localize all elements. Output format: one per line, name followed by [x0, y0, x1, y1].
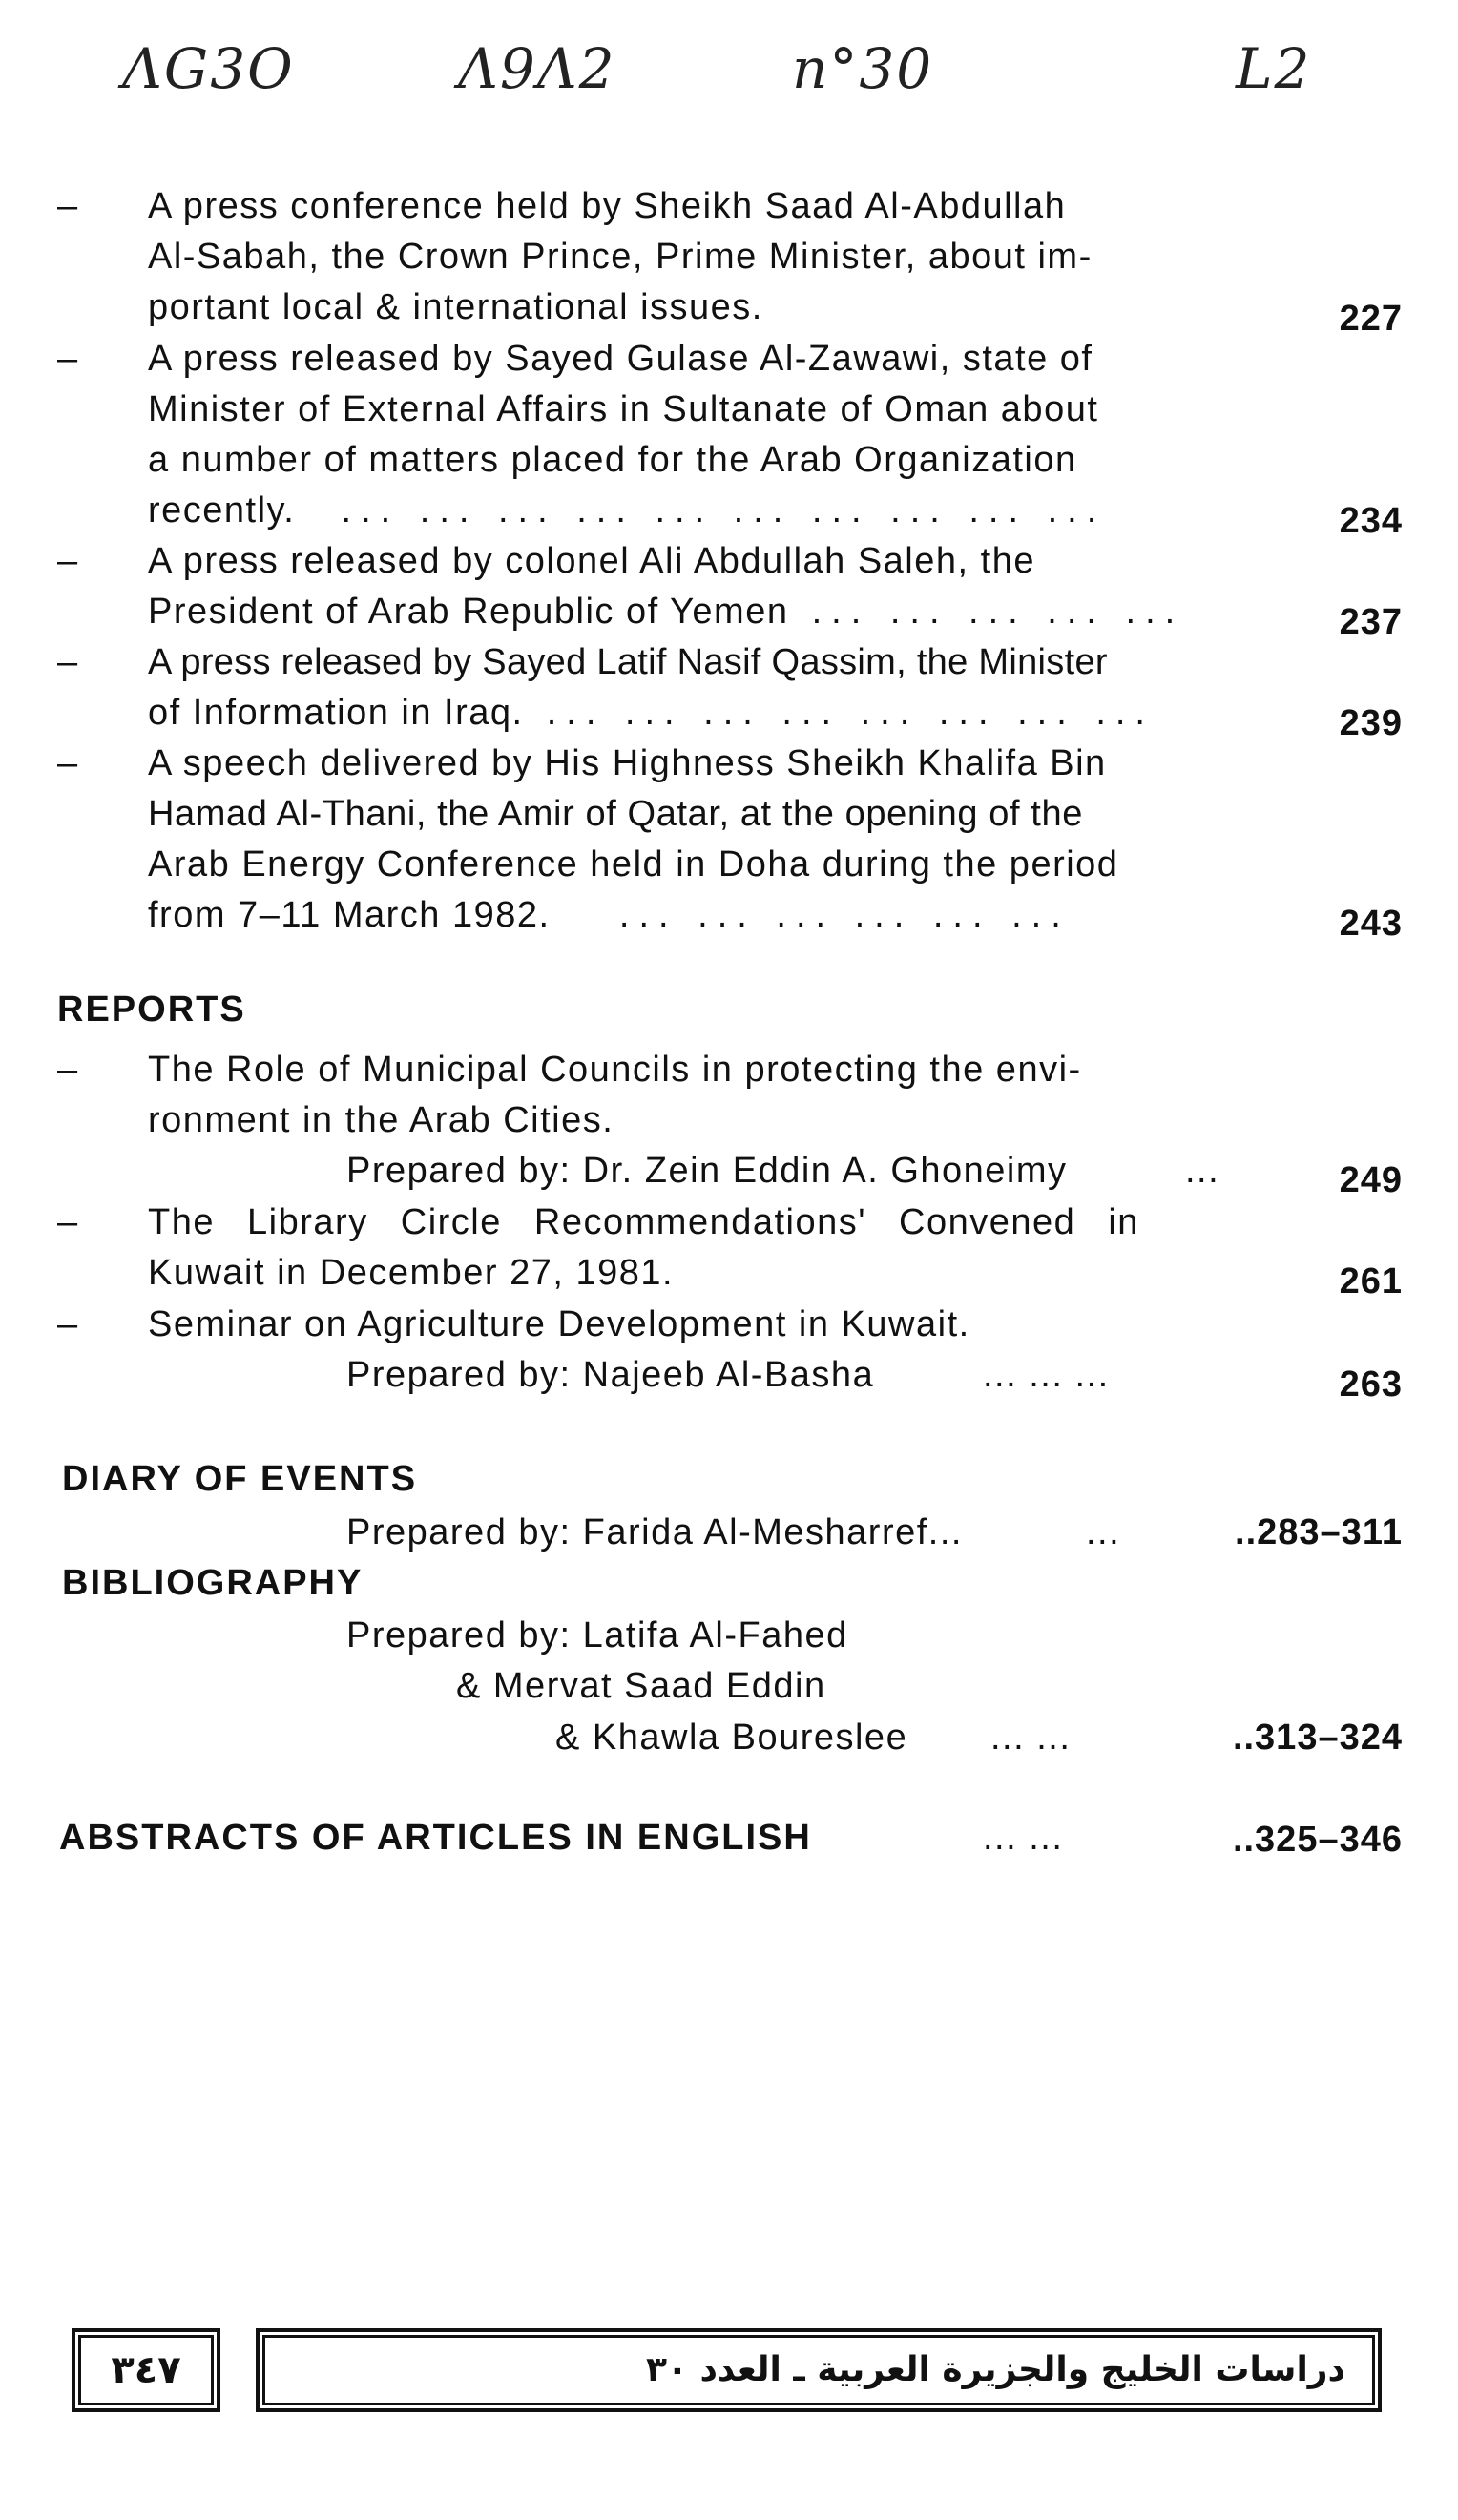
- leader-dots: ... ... ... ... ... ... ... ... ... ...: [341, 490, 1107, 531]
- entry-line: of Information in Iraq.: [148, 693, 524, 733]
- co-author: & Mervat Saad Eddin: [456, 1666, 826, 1706]
- toc-entry-library-circle: – The Library Circle Recommendations' Convened in Kuwait in December 27, 1981. 261: [57, 1198, 1403, 1299]
- entry-line: Hamad Al-Thani, the Amir of Qatar, at the opening of the: [148, 794, 1083, 834]
- entry-line: portant local & international issues.: [148, 287, 763, 327]
- entry-line: A press released by colonel Ali Abdullah Saleh, the: [148, 541, 1035, 581]
- entry-line: Al-Sabah, the Crown Prince, Prime Minister, about im-: [148, 237, 1093, 277]
- entry-line: A press released by Sayed Latif Nasif Qassim, the Minister: [148, 642, 1108, 682]
- entry-line: The Library Circle Recommendations' Convened in: [148, 1202, 1139, 1242]
- entry-line: A press released by Sayed Gulase Al-Zawawi, state of: [148, 339, 1094, 379]
- handwritten-number-a: ΛG3O: [122, 36, 295, 101]
- entry-line: a number of matters placed for the Arab Organization: [148, 440, 1077, 480]
- entry-line: ronment in the Arab Cities.: [148, 1100, 614, 1140]
- page-number: 249: [1339, 1160, 1403, 1200]
- toc-entry-khalifa-speech: – A speech delivered by His Highness Sheikh Khalifa Bin Hamad Al-Thani, the Amir of Qatar, at the opening of the Arab Energy Conference held in Doha during the period from 7–11 March 1982. ... ... ... ... ... ... 243: [57, 739, 1403, 941]
- section-heading-abstracts: ABSTRACTS OF ARTICLES IN ENGLISH: [59, 1818, 812, 1858]
- handwritten-code: L2: [1236, 36, 1312, 101]
- footer-page-number: ٣٤٧: [111, 2348, 181, 2392]
- entry-line: A press conference held by Sheikh Saad Al-Abdullah: [148, 186, 1067, 226]
- toc-entry-press-conference: – A press conference held by Sheikh Saad Al-Abdullah Al-Sabah, the Crown Prince, Prime Minister, about im- portant local & international issues. 227: [57, 181, 1403, 334]
- co-author: & Khawla Boureslee: [555, 1718, 908, 1758]
- prepared-by: Prepared by: Farida Al-Mesharref...: [346, 1512, 963, 1552]
- toc-entry-saleh: – A press released by colonel Ali Abdullah Saleh, the President of Arab Republic of Yemen ... ... ... ... ... 237: [57, 536, 1403, 637]
- handwritten-issue: n°30: [792, 36, 934, 101]
- entry-line: from 7–11 March 1982.: [148, 895, 551, 935]
- entry-line: Seminar on Agriculture Development in Kuwait.: [148, 1304, 970, 1344]
- entry-line: The Role of Municipal Councils in protecting the envi-: [148, 1050, 1082, 1090]
- leader-dots: ... ... ...: [983, 1355, 1110, 1395]
- leader-dots: ... ...: [990, 1718, 1072, 1758]
- entry-line: Minister of External Affairs in Sultanate of Oman about: [148, 389, 1099, 429]
- section-heading-reports: REPORTS: [57, 989, 246, 1030]
- entry-line: A speech delivered by His Highness Sheikh Khalifa Bin: [148, 743, 1107, 783]
- journal-title-box: [256, 2328, 1382, 2412]
- leader-dots: ...: [1086, 1512, 1121, 1552]
- prepared-by: Prepared by: Dr. Zein Eddin A. Ghoneimy: [346, 1151, 1068, 1191]
- page-number: 237: [1339, 602, 1403, 642]
- page-number-box: [72, 2328, 220, 2412]
- leader-dots: ... ... ... ... ... ... ... ...: [546, 693, 1155, 733]
- handwritten-year: Λ9Λ2: [458, 36, 616, 101]
- entry-line: President of Arab Republic of Yemen: [148, 592, 789, 632]
- prepared-by: Prepared by: Latifa Al-Fahed: [346, 1615, 848, 1656]
- page-number: 243: [1339, 904, 1403, 944]
- section-heading-bibliography: BIBLIOGRAPHY: [62, 1563, 364, 1603]
- page-range: ..283–311: [1235, 1512, 1403, 1552]
- page-number: 239: [1339, 703, 1403, 743]
- entry-line: Kuwait in December 27, 1981.: [148, 1253, 675, 1293]
- page-range: ..313–324: [1232, 1718, 1403, 1758]
- page-number: 263: [1339, 1364, 1403, 1405]
- section-heading-diary: DIARY OF EVENTS: [62, 1459, 418, 1499]
- entry-line: Arab Energy Conference held in Doha during the period: [148, 844, 1119, 885]
- leader-dots: ...: [1185, 1151, 1220, 1191]
- page-number: 227: [1339, 299, 1403, 339]
- leader-dots: ... ...: [983, 1818, 1064, 1858]
- page-range: ..325–346: [1232, 1820, 1403, 1860]
- page-number: 234: [1339, 501, 1403, 541]
- leader-dots: ... ... ... ... ... ...: [618, 895, 1071, 935]
- toc-entry-qassim: – A press released by Sayed Latif Nasif Qassim, the Minister of Information in Iraq. ... ... ... ... ... ... ... ... 239: [57, 637, 1403, 739]
- prepared-by: Prepared by: Najeeb Al-Basha: [346, 1355, 875, 1395]
- leader-dots: ... ... ... ... ...: [811, 592, 1185, 632]
- page-number: 261: [1339, 1261, 1403, 1302]
- toc-entry-municipal-councils: – The Role of Municipal Councils in protecting the envi- ronment in the Arab Cities. Prepared by: Dr. Zein Eddin A. Ghoneimy ... 249: [57, 1045, 1403, 1207]
- toc-entry-zawawi: – A press released by Sayed Gulase Al-Zawawi, state of Minister of External Affairs in Sultanate of Oman about a number of matters placed for the Arab Organization recently. ... ... ... ... ... ... ... ... ... ... 234: [57, 334, 1403, 536]
- toc-entry-agriculture-seminar: – Seminar on Agriculture Development in Kuwait. Prepared by: Najeeb Al-Basha ... ... ... 263: [57, 1300, 1403, 1401]
- entry-line: recently.: [148, 490, 296, 531]
- journal-title: دراسات الخليج والجزيرة العربية ـ العدد ٣٠: [645, 2350, 1345, 2389]
